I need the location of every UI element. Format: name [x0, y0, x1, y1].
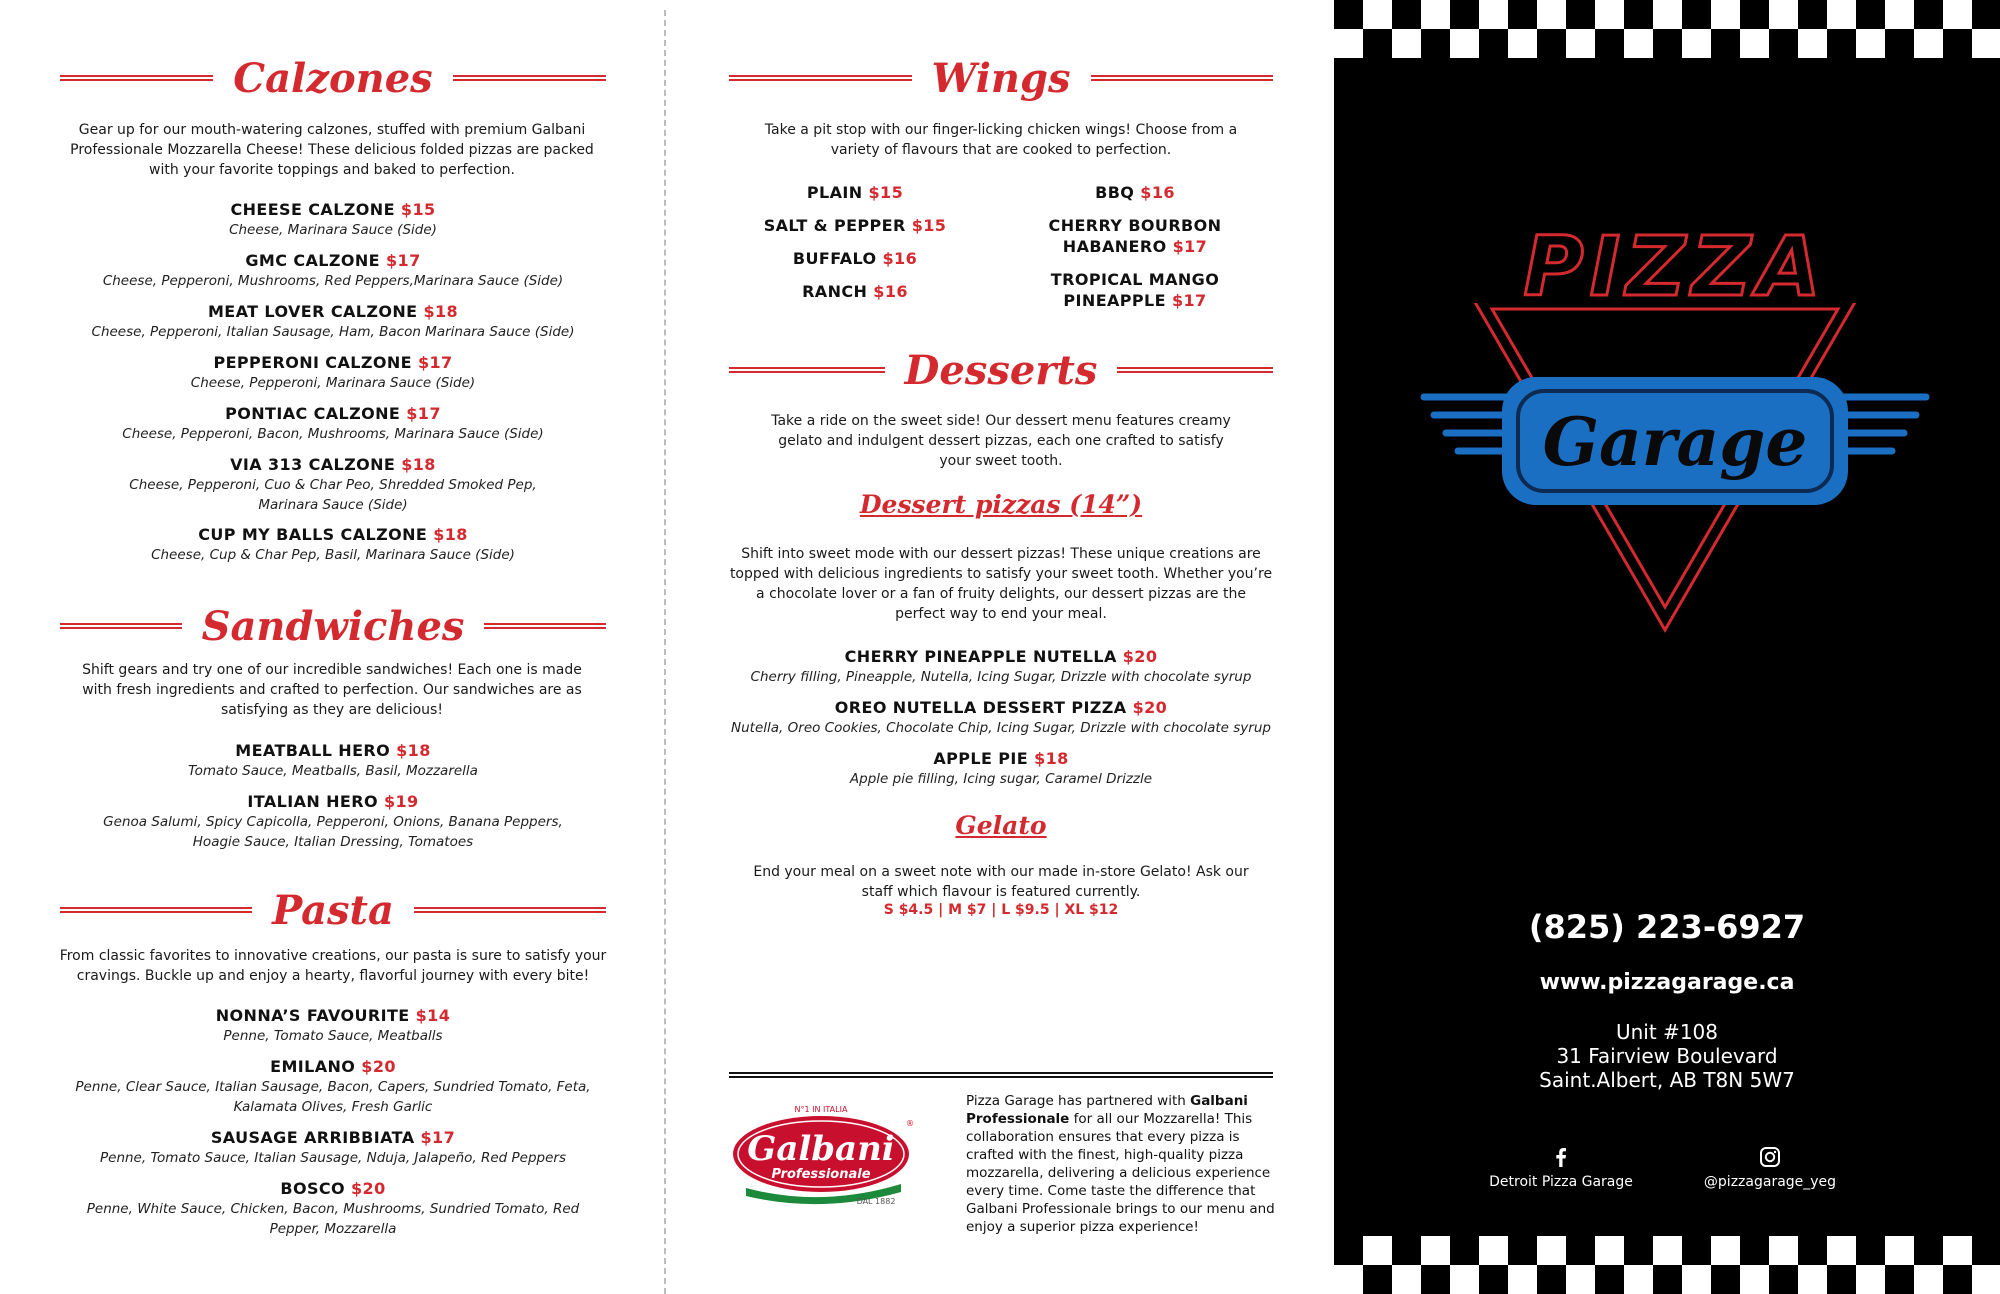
checker-square	[1856, 0, 1885, 29]
item-description: Penne, White Sauce, Chicken, Bacon, Mushrooms, Sundried Tomato, Red Pepper, Mozzarella	[86, 1201, 580, 1237]
menu-item	[60, 251, 606, 291]
section-header-sandwiches	[60, 596, 606, 656]
instagram-icon	[1759, 1146, 1781, 1168]
checker-band-top	[1334, 0, 2000, 58]
item-name: GMC CALZONE	[245, 251, 381, 270]
address-line: Saint.Albert, AB T8N 5W7	[1539, 1068, 1795, 1092]
item-name: PONTIAC CALZONE	[225, 404, 401, 423]
logo-sub: Professionale	[771, 1167, 871, 1182]
menu-item	[110, 455, 556, 515]
checker-square	[1363, 1265, 1392, 1294]
item-description: Cheese, Pepperoni, Italian Sausage, Ham, Bacon Marinara Sauce (Side)	[91, 324, 575, 340]
item-price: $18	[423, 302, 459, 321]
checker-square	[1508, 1265, 1537, 1294]
item-name: MEAT LOVER CALZONE	[207, 302, 418, 321]
checker-square	[1334, 29, 1363, 58]
checker-square	[1885, 1265, 1914, 1294]
checker-square	[1972, 1236, 2000, 1265]
checker-square	[1653, 1265, 1682, 1294]
item-price: $18	[1034, 749, 1069, 768]
item-name: BBQ	[1095, 183, 1135, 202]
checker-square	[1711, 0, 1740, 29]
checker-square	[1595, 1236, 1624, 1265]
item-price: $17	[1171, 291, 1207, 310]
checker-square	[1711, 1265, 1740, 1294]
logo-left-wings	[1424, 397, 1512, 451]
partner-divider	[729, 1072, 1273, 1078]
item-price: $15	[911, 216, 947, 235]
checker-square	[1682, 1265, 1711, 1294]
checker-row	[1334, 29, 2000, 58]
item-description: Cheese, Pepperoni, Mushrooms, Red Peppers,Marinara Sauce (Side)	[102, 273, 564, 289]
divider	[1091, 75, 1274, 81]
logo-word-garage: Garage	[1542, 403, 1808, 481]
checker-square	[1392, 1265, 1421, 1294]
item-price: $16	[873, 282, 908, 301]
galbani-logo	[726, 1096, 916, 1208]
partner-blurb	[966, 1092, 1276, 1236]
checker-square	[1856, 29, 1885, 58]
item-name: VIA 313 CALZONE	[230, 455, 396, 474]
item-price: $17	[420, 1128, 456, 1147]
checker-square	[1363, 1236, 1392, 1265]
item-name: MEATBALL HERO	[235, 741, 391, 760]
item-description: Penne, Tomato Sauce, Meatballs	[223, 1028, 443, 1044]
checker-square	[1769, 0, 1798, 29]
checker-square	[1421, 1236, 1450, 1265]
checker-square	[1798, 1265, 1827, 1294]
wing-flavour	[740, 182, 970, 203]
menu-item	[75, 1179, 591, 1239]
wing-flavour	[740, 248, 970, 269]
item-description: Apple pie filling, Icing sugar, Caramel Drizzle	[849, 771, 1153, 787]
divider	[60, 623, 182, 629]
item-name: BOSCO	[280, 1179, 346, 1198]
checker-square	[1421, 0, 1450, 29]
section-intro: Shift into sweet mode with our dessert pizzas! These unique creations are topped with delicious ingredients to satisfy your sweet tooth. Whether you’re a chocolate lover or a fan of fruity delights, our dessert pizzas are the perfect way to end your meal.	[729, 546, 1273, 622]
menu-item	[726, 749, 1276, 789]
wing-flavour	[1030, 269, 1240, 311]
checker-square	[1653, 29, 1682, 58]
item-name: BUFFALO	[792, 249, 877, 268]
checker-square	[1972, 0, 2000, 29]
checker-square	[1595, 1265, 1624, 1294]
section-header-wings	[729, 48, 1273, 108]
instagram-link[interactable]	[1670, 1146, 1870, 1190]
checker-square	[1450, 1265, 1479, 1294]
checker-square	[1885, 0, 1914, 29]
checker-square	[1740, 1265, 1769, 1294]
checker-square	[1827, 0, 1856, 29]
menu-item	[75, 1057, 591, 1117]
item-name: NONNA’S FAVOURITE	[215, 1006, 410, 1025]
section-intro: Shift gears and try one of our incredible sandwiches! Each one is made with fresh ingredients and crafted to perfection. Our sandwiches are as satisfying as they are delicious!	[82, 662, 582, 718]
checker-square	[1740, 29, 1769, 58]
logo-tagline: N°1 IN ITALIA	[794, 1105, 848, 1114]
facebook-handle: Detroit Pizza Garage	[1489, 1174, 1633, 1190]
checker-square	[1479, 0, 1508, 29]
item-price: $15	[400, 200, 436, 219]
menu-item	[60, 1006, 606, 1046]
checker-square	[1334, 0, 1363, 29]
item-name: RANCH	[802, 282, 868, 301]
checker-row	[1334, 1236, 2000, 1265]
menu-item	[716, 698, 1286, 738]
partner-text-b: for all our Mozzarella! This collaboration ensures that every pizza is crafted with the finest, high-quality pizza mozzarella, delivering a delicious experience every time. Come taste the difference that Galbani Professionale brings to our menu and enjoy a superior pizza experience!	[966, 1111, 1275, 1235]
checker-square	[1711, 29, 1740, 58]
wing-flavour	[740, 281, 970, 302]
item-price: $14	[415, 1006, 451, 1025]
item-price: $15	[868, 183, 904, 202]
item-description: Cheese, Cup & Char Pep, Basil, Marinara Sauce (Side)	[151, 547, 515, 563]
divider	[729, 75, 912, 81]
item-description: Cheese, Pepperoni, Bacon, Mushrooms, Marinara Sauce (Side)	[122, 426, 544, 442]
checker-square	[1885, 1236, 1914, 1265]
divider	[60, 75, 213, 81]
section-intro: From classic favorites to innovative creations, our pasta is sure to satisfy your cravings. Buckle up and enjoy a hearty, flavorful journey with every bite!	[59, 948, 607, 984]
divider	[1117, 367, 1273, 373]
item-name: PEPPERONI CALZONE	[213, 353, 412, 372]
menu-item	[60, 353, 606, 393]
checker-square	[1653, 0, 1682, 29]
logo-right-wings	[1838, 397, 1926, 451]
address-line: Unit #108	[1615, 1020, 1718, 1044]
checker-square	[1508, 29, 1537, 58]
item-description: Cheese, Pepperoni, Cuo & Char Peo, Shredded Smoked Pep, Marinara Sauce (Side)	[129, 477, 537, 513]
checker-row	[1334, 0, 2000, 29]
address-line: 31 Fairview Boulevard	[1556, 1044, 1778, 1068]
fold-line	[664, 10, 666, 1294]
wing-flavour	[740, 215, 970, 236]
item-description: Nutella, Oreo Cookies, Chocolate Chip, Icing Sugar, Drizzle with chocolate syrup	[731, 720, 1271, 736]
checker-square	[1972, 29, 2000, 58]
checker-square	[1566, 1236, 1595, 1265]
dessert-pizzas-heading: Dessert pizzas (14”)	[859, 490, 1143, 519]
checker-square	[1624, 1236, 1653, 1265]
logo-word-pizza: PIZZA	[1523, 225, 1827, 315]
instagram-handle: @pizzagarage_yeg	[1703, 1174, 1837, 1190]
item-name: EMILANO	[270, 1057, 356, 1076]
checker-square	[1653, 1236, 1682, 1265]
menu-item	[60, 404, 606, 444]
gelato-prices: S $4.5 | M $7 | L $9.5 | XL $12	[883, 902, 1119, 918]
divider	[414, 907, 606, 913]
checker-square	[1740, 1236, 1769, 1265]
checker-square	[1624, 1265, 1653, 1294]
partner-text-bold: Galbani Professionale	[966, 1093, 1248, 1127]
item-price: $20	[1122, 647, 1158, 666]
wing-flavour	[1030, 215, 1240, 257]
item-name: CHERRY PINEAPPLE NUTELLA	[844, 647, 1117, 666]
divider	[484, 623, 606, 629]
logo-name: Galbani	[747, 1129, 895, 1169]
checker-square	[1914, 29, 1943, 58]
checker-square	[1856, 1265, 1885, 1294]
item-name: PLAIN	[806, 183, 863, 202]
item-price: $20	[361, 1057, 396, 1076]
item-description: Cheese, Pepperoni, Marinara Sauce (Side)	[190, 375, 476, 391]
item-price: $18	[433, 525, 468, 544]
checker-square	[1479, 29, 1508, 58]
menu-item	[60, 741, 606, 781]
checker-square	[1363, 29, 1392, 58]
checker-square	[1856, 1236, 1885, 1265]
item-name: CHERRY BOURBON HABANERO	[1048, 216, 1222, 256]
section-title: Pasta	[272, 886, 394, 934]
checker-square	[1943, 0, 1972, 29]
item-price: $16	[882, 249, 918, 268]
checker-square	[1798, 1236, 1827, 1265]
checker-square	[1392, 29, 1421, 58]
checker-square	[1392, 1236, 1421, 1265]
checker-square	[1769, 29, 1798, 58]
menu-item	[60, 200, 606, 240]
logo-trademark: ®	[906, 1119, 914, 1128]
item-name: SAUSAGE ARRIBBIATA	[210, 1128, 415, 1147]
wing-flavour	[1030, 182, 1240, 203]
gelato-heading: Gelato	[955, 811, 1047, 840]
section-title: Sandwiches	[201, 602, 465, 650]
section-title: Calzones	[233, 54, 433, 102]
checker-square	[1914, 1236, 1943, 1265]
checker-square	[1537, 29, 1566, 58]
checker-square	[1798, 29, 1827, 58]
checker-square	[1392, 0, 1421, 29]
checker-square	[1363, 0, 1392, 29]
checker-square	[1566, 0, 1595, 29]
checker-square	[1450, 29, 1479, 58]
section-intro: Take a pit stop with our finger-licking chicken wings! Choose from a variety of flavours that are cooked to perfection.	[764, 122, 1238, 158]
phone-number: (825) 223-6927	[1528, 908, 1806, 946]
checker-square	[1421, 29, 1450, 58]
checker-square	[1769, 1236, 1798, 1265]
item-name: TROPICAL MANGO PINEAPPLE	[1050, 270, 1220, 310]
item-name: CUP MY BALLS CALZONE	[198, 525, 428, 544]
item-price: $17	[386, 251, 421, 270]
item-price: $17	[1172, 237, 1208, 256]
checker-square	[1508, 0, 1537, 29]
checker-square	[1508, 1236, 1537, 1265]
item-description: Cheese, Marinara Sauce (Side)	[229, 222, 437, 238]
checker-square	[1827, 29, 1856, 58]
checker-square	[1537, 0, 1566, 29]
section-header-pasta	[60, 880, 606, 940]
checker-square	[1798, 0, 1827, 29]
menu-item	[726, 647, 1276, 687]
section-header-desserts	[729, 340, 1273, 400]
section-title: Wings	[931, 54, 1071, 102]
website-link[interactable]: www.pizzagarage.ca	[1539, 970, 1795, 995]
checker-square	[1827, 1236, 1856, 1265]
checker-square	[1827, 1265, 1856, 1294]
menu-panel-left	[0, 0, 664, 1294]
item-description: Genoa Salumi, Spicy Capicolla, Pepperoni, Onions, Banana Peppers, Hoagie Sauce, Italian Dressing, Tomatoes	[103, 814, 563, 850]
item-description: Penne, Clear Sauce, Italian Sausage, Bacon, Capers, Sundried Tomato, Feta, Kalamata Olives, Fresh Garlic	[75, 1079, 591, 1115]
divider	[60, 907, 252, 913]
section-title: Desserts	[904, 346, 1098, 394]
section-intro: Gear up for our mouth-watering calzones, stuffed with premium Galbani Professionale Mozzarella Cheese! These delicious folded pizzas are packed with your favorite toppings and baked to perfection.	[70, 122, 594, 178]
menu-item	[60, 302, 606, 342]
item-description: Tomato Sauce, Meatballs, Basil, Mozzarella	[188, 763, 478, 779]
checker-square	[1972, 1265, 2000, 1294]
item-price: $17	[406, 404, 441, 423]
brand-panel	[1334, 0, 2000, 1294]
divider	[453, 75, 606, 81]
item-name: SALT & PEPPER	[763, 216, 906, 235]
checker-square	[1914, 1265, 1943, 1294]
checker-square	[1740, 0, 1769, 29]
item-name: OREO NUTELLA DESSERT PIZZA	[834, 698, 1127, 717]
item-price: $16	[1140, 183, 1175, 202]
checker-square	[1943, 1236, 1972, 1265]
item-price: $18	[401, 455, 436, 474]
checker-square	[1537, 1265, 1566, 1294]
checker-band-bottom	[1334, 1236, 2000, 1294]
item-price: $18	[396, 741, 431, 760]
checker-square	[1450, 1236, 1479, 1265]
checker-square	[1595, 0, 1624, 29]
checker-square	[1450, 0, 1479, 29]
checker-square	[1566, 29, 1595, 58]
item-price: $20	[351, 1179, 386, 1198]
section-intro: Take a ride on the sweet side! Our dessert menu features creamy gelato and indulgent dessert pizzas, each one crafted to satisfy your sweet tooth.	[771, 413, 1231, 469]
checker-square	[1595, 29, 1624, 58]
checker-row	[1334, 1265, 2000, 1294]
divider	[729, 367, 885, 373]
checker-square	[1421, 1265, 1450, 1294]
item-price: $19	[383, 792, 419, 811]
item-name: APPLE PIE	[933, 749, 1029, 768]
checker-square	[1682, 1236, 1711, 1265]
checker-square	[1566, 1265, 1595, 1294]
item-description: Cherry filling, Pineapple, Nutella, Icing Sugar, Drizzle with chocolate syrup	[750, 669, 1252, 685]
checker-square	[1479, 1236, 1508, 1265]
menu-item	[80, 792, 586, 852]
logo-established: DAL 1882	[856, 1197, 896, 1206]
item-price: $20	[1132, 698, 1168, 717]
partner-text-a: Pizza Garage has partnered with	[966, 1093, 1191, 1109]
checker-square	[1334, 1236, 1363, 1265]
menu-item	[60, 1128, 606, 1168]
item-name: CHEESE CALZONE	[230, 200, 395, 219]
checker-square	[1914, 0, 1943, 29]
checker-square	[1624, 0, 1653, 29]
menu-item	[60, 525, 606, 565]
checker-square	[1943, 1265, 1972, 1294]
pizza-garage-logo	[1420, 225, 1930, 645]
checker-square	[1624, 29, 1653, 58]
item-price: $17	[417, 353, 453, 372]
checker-square	[1479, 1265, 1508, 1294]
item-description: Penne, Tomato Sauce, Italian Sausage, Nduja, Jalapeño, Red Peppers	[100, 1150, 566, 1166]
section-intro: End your meal on a sweet note with our made in-store Gelato! Ask our staff which flavour is featured currently.	[753, 864, 1249, 900]
checker-square	[1682, 0, 1711, 29]
section-header-calzones	[60, 48, 606, 108]
facebook-icon	[1550, 1146, 1572, 1168]
checker-square	[1943, 29, 1972, 58]
item-name: ITALIAN HERO	[247, 792, 378, 811]
checker-square	[1682, 29, 1711, 58]
checker-square	[1885, 29, 1914, 58]
checker-square	[1711, 1236, 1740, 1265]
checker-square	[1537, 1236, 1566, 1265]
checker-square	[1769, 1265, 1798, 1294]
facebook-link[interactable]	[1461, 1146, 1661, 1190]
checker-square	[1334, 1265, 1363, 1294]
